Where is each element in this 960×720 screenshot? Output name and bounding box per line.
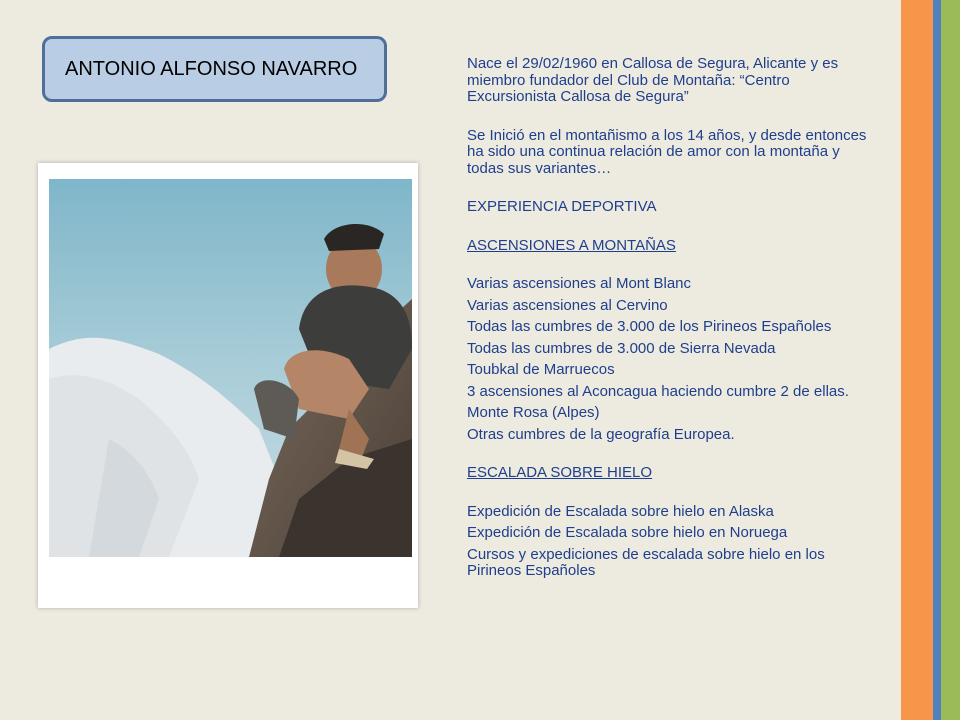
list-item: Toubkal de Marruecos [467, 361, 615, 378]
photo-frame [38, 163, 418, 608]
list-item: Cursos y expediciones de escalada sobre hielo en los Pirineos Españoles [467, 545, 825, 579]
biography-text [467, 56, 872, 580]
decorative-stripe-orange [901, 0, 933, 720]
bio-start: Se Inició en el montañismo a los 14 años, y desde entonces ha sido una continua relación de amor con la montaña y todas sus variantes… [467, 126, 867, 177]
list-item: Expedición de Escalada sobre hielo en Noruega [467, 524, 788, 541]
person-name: ANTONIO ALFONSO NAVARRO [65, 57, 358, 80]
bio-intro: Nace el 29/02/1960 en Callosa de Segura, Alicante y es miembro fundador del Club de Montaña: “Centro Excursionista Callosa de Segura” [467, 55, 839, 105]
list-item: Todas las cumbres de 3.000 de los Pirineos Españoles [467, 318, 832, 335]
name-title-box [42, 36, 387, 102]
list-item: 3 ascensiones al Aconcagua haciendo cumbre 2 de ellas. [467, 382, 849, 400]
list-item: Todas las cumbres de 3.000 de Sierra Nevada [467, 339, 776, 357]
list-item: Monte Rosa (Alpes) [467, 404, 600, 421]
decorative-stripe-blue [933, 0, 941, 720]
experience-heading: EXPERIENCIA DEPORTIVA [467, 198, 657, 215]
climber-photo [49, 179, 412, 557]
ascents-heading: ASCENSIONES A MONTAÑAS [467, 236, 676, 254]
list-item: Varias ascensiones al Cervino [467, 296, 668, 314]
decorative-stripe-green [941, 0, 960, 720]
list-item: Expedición de Escalada sobre hielo en Alaska [467, 502, 774, 520]
list-item: Varias ascensiones al Mont Blanc [467, 275, 692, 292]
list-item: Otras cumbres de la geografía Europea. [467, 425, 735, 443]
ice-climbing-heading: ESCALADA SOBRE HIELO [467, 464, 653, 481]
